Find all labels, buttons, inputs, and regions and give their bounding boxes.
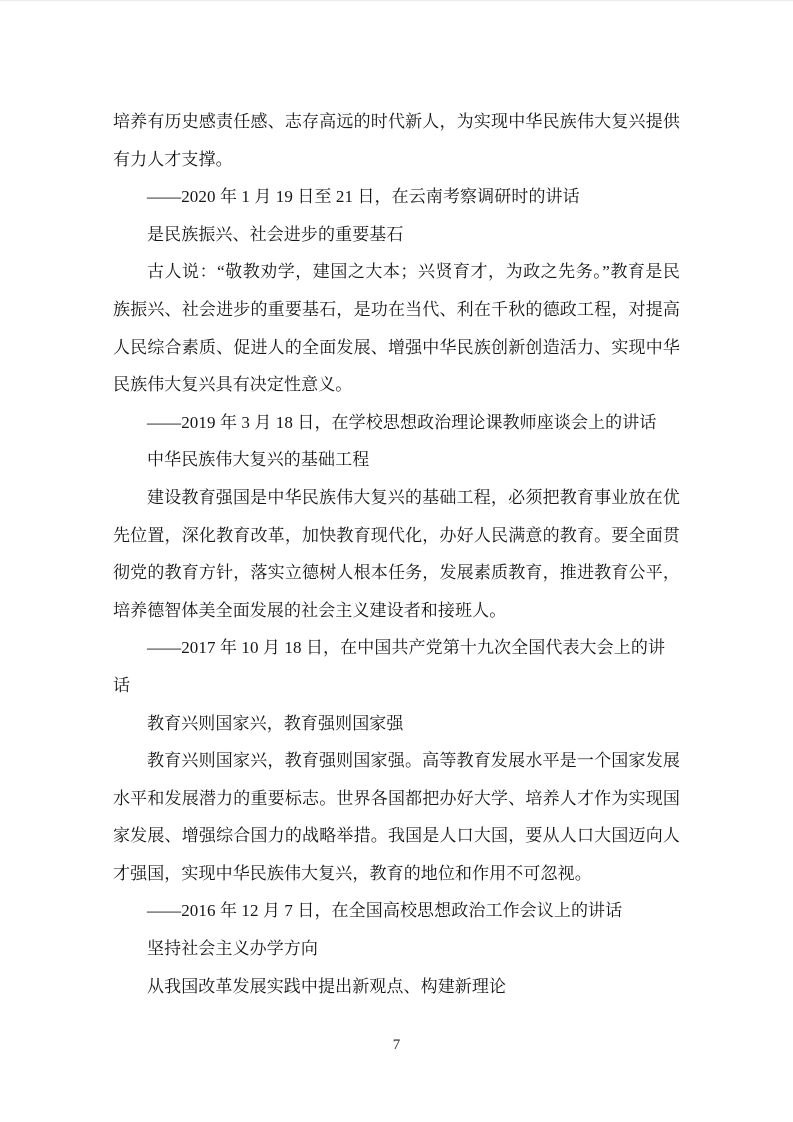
paragraph-body: 古人说：“敬教劝学，建国之大本；兴贤育才，为政之先务。”教育是民族振兴、社会进步的重要基石，是功在当代、利在千秋的德政工程，对提高人民综合素质、促进人的全面发展、增强中华民族创新创造活力、实现中华民族伟大复兴具有决定性意义。 — [113, 262, 680, 395]
paragraph-attribution: ——2017 年 10 月 18 日，在中国共产党第十九次全国代表大会上的讲话 — [113, 638, 666, 695]
page-footer — [0, 1035, 793, 1055]
paragraph-attribution: ——2020 年 1 月 19 日至 21 日，在云南考察调研时的讲话 — [147, 187, 580, 207]
paragraph-subheading: 中华民族伟大复兴的基础工程 — [147, 450, 370, 470]
paragraph-body: 教育兴则国家兴，教育强则国家强。高等教育发展水平是一个国家发展水平和发展潜力的重要标志。世界各国都把办好大学、培养人才作为实现国家发展、增强综合国力的战略举措。我国是人口大国，要从人口大国迈向人才强国，实现中华民族伟大复兴，教育的地位和作用不可忽视。 — [113, 751, 680, 883]
paragraph-attribution: ——2016 年 12 月 7 日，在全国高校思想政治工作会议上的讲话 — [147, 901, 623, 921]
paragraph-body: 建设教育强国是中华民族伟大复兴的基础工程，必须把教育事业放在优先位置，深化教育改革，加快教育现代化，办好人民满意的教育。要全面贯彻党的教育方针，落实立德树人根本任务，发展素质教育，推进教育公平，培养德智体美全面发展的社会主义建设者和接班人。 — [113, 487, 680, 620]
paragraph-attribution: ——2019 年 3 月 18 日，在学校思想政治理论课教师座谈会上的讲话 — [147, 412, 657, 432]
paragraph-subheading: 是民族振兴、社会进步的重要基石 — [147, 224, 404, 244]
paragraph-subheading: 坚持社会主义办学方向 — [147, 939, 318, 959]
paragraph-subheading: 教育兴则国家兴，教育强则国家强 — [147, 713, 404, 733]
document-text-area — [113, 103, 680, 1005]
page-number: 7 — [392, 1037, 401, 1053]
paragraph-body-continued: 培养有历史感责任感、志存高远的时代新人，为实现中华民族伟大复兴提供有力人才支撑。 — [113, 112, 680, 169]
paragraph-subheading: 从我国改革发展实践中提出新观点、构建新理论 — [147, 976, 507, 996]
